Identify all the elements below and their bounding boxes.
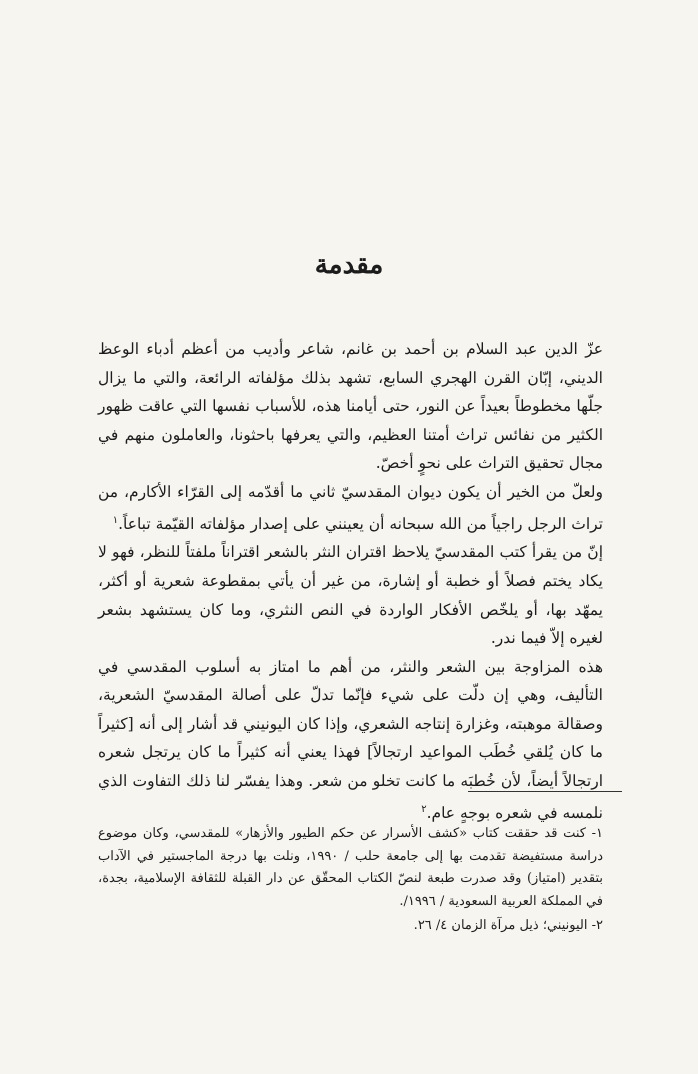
paragraph: عزّ الدين عبد السلام بن أحمد بن غانم، شاعر وأديب من أعظم أدباء الوعظ الديني، إبّان القرن الهجري السابع، تشهد بذلك مؤلفاته الرائعة، والتي ما يزال جلّها مخطوطاً بعيداً عن النور، حتى أيامنا هذه، للأسباب نفسها التي عاقت ظهور الكثير من نفائس تراث أمتنا العظيم، والتي يعرفها باحثونا، والعاملون منهم في مجال تحقيق التراث على نحوٍ أخصّ. [98, 340, 603, 473]
footnote: ٢- اليونيني؛ ذيل مرآة الزمان ٤/ ٢٦. [413, 918, 603, 934]
paragraph-text: ولعلّ من الخير أن يكون ديوان المقدسيّ ثاني ما أقدّمه إلى القرّاء الأكارم، من تراث الرجل راجياً من الله سبحانه أن يعينني على إصدار مؤلفاته القيّمة تباعاً. [98, 482, 603, 533]
paragraph [98, 653, 603, 828]
footnote-divider [468, 791, 622, 792]
paragraph [98, 478, 603, 538]
page-title: مقدمة [314, 250, 384, 280]
paragraph-text: هذه المزاوجة بين الشعر والنثر، من أهم ما امتاز به أسلوب المقدسي في التأليف، وهي إن دلّت على شيء فإنّما تدلّ على أصالة المقدسيّ الشعرية، وصقالة موهبته، وغزارة إنتاجه الشعري، وإذا كان اليونيني قد أشار إلى أنه [كثيراً ما كان يُلقي خُطَب المواعيد ارتجالاً] فهذا يعني أنه كثيراً ما كان يرتجل شعره ارتجالاً أيضاً، لأن خُطبَه ما كانت تخلو من شعر. وهذا يفسّر لنا ذلك التفاوت الذي نلمسه في شعره بوجهٍ عام. [98, 657, 603, 822]
body-text [98, 335, 603, 827]
footnote-mark: ٢ [421, 803, 427, 815]
footnote-mark: ١ [112, 514, 119, 526]
paragraph: إنّ من يقرأ كتب المقدسيّ يلاحظ اقتران النثر بالشعر اقتراناً ملفتاً للنظر، فهو لا يكاد يختم فصلاً أو خطبة أو إشارة، من غير أن يأتي بمقطوعة شعرية أو أكثر، يمهّد بها، أو يلخّص الأفكار الواردة في النص النثري، وما كان يستشهد بشعر لغيره إلاّ فيما ندر. [98, 543, 603, 648]
footnote: ١- كنت قد حققت كتاب «كشف الأسرار عن حكم الطيور والأزهار» للمقدسي، وكان موضوع دراسة مستفيضة تقدمت بها إلى جامعة حلب / ١٩٩٠، ونلت بها درجة الماجستير في الآداب بتقدير (امتياز) وقد صدرت طبعة لنصّ الكتاب المحقّق عن دار القبلة للثقافة الإسلامية، بجدة، في المملكة العربية السعودية / ١٩٩٦/. [98, 826, 603, 909]
footnotes [98, 823, 603, 940]
